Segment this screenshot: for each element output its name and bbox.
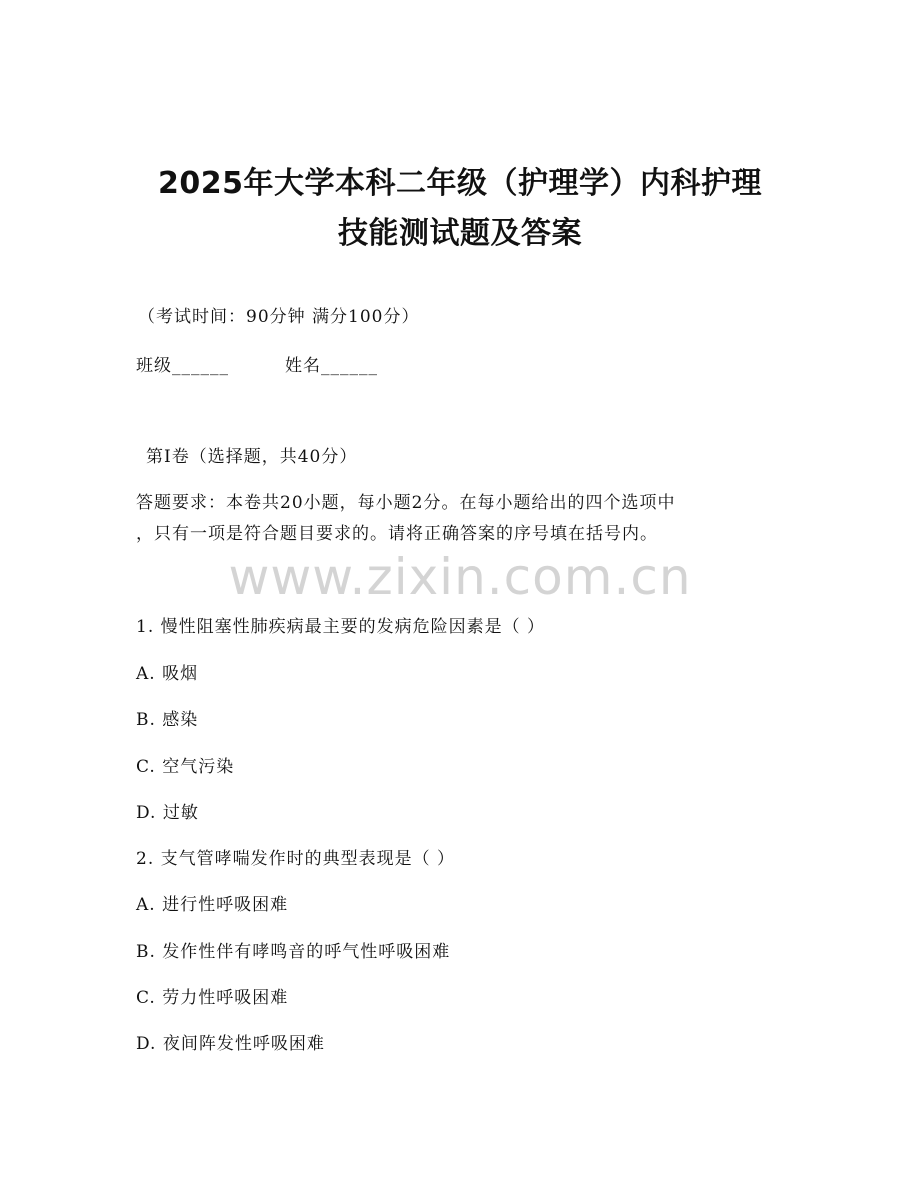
question-2-option-a: A. 进行性呼吸困难: [136, 895, 289, 915]
instructions-line-1: 答题要求：本卷共20小题，每小题2分。在每小题给出的四个选项中: [136, 493, 676, 513]
title-line-1: 2025年大学本科二年级（护理学）内科护理: [158, 166, 762, 201]
section-heading: 第Ⅰ卷（选择题，共40分）: [146, 447, 358, 467]
instructions-line-2: ，只有一项是符合题目要求的。请将正确答案的序号填在括号内。: [136, 524, 658, 544]
question-2-option-c: C. 劳力性呼吸困难: [136, 988, 289, 1008]
question-1-option-b: B. 感染: [136, 710, 199, 730]
watermark: www.zixin.com.cn: [228, 548, 692, 606]
student-info-row: [136, 351, 378, 376]
question-1-option-a: A. 吸烟: [136, 664, 199, 684]
class-field-label: 班级______: [136, 356, 229, 376]
question-2-stem: 2. 支气管哮喘发作时的典型表现是（ ）: [136, 849, 456, 869]
exam-info: （考试时间：90分钟 满分100分）: [138, 307, 420, 327]
name-field-label: 姓名______: [285, 356, 378, 376]
title-line-2: 技能测试题及答案: [338, 216, 582, 251]
question-2-option-b: B. 发作性伴有哮鸣音的呼气性呼吸困难: [136, 942, 451, 962]
question-1-option-d: D. 过敏: [136, 803, 199, 823]
question-2-option-d: D. 夜间阵发性呼吸困难: [136, 1034, 325, 1054]
question-1-stem: 1. 慢性阻塞性肺疾病最主要的发病危险因素是（ ）: [136, 617, 546, 637]
question-1-option-c: C. 空气污染: [136, 757, 235, 777]
